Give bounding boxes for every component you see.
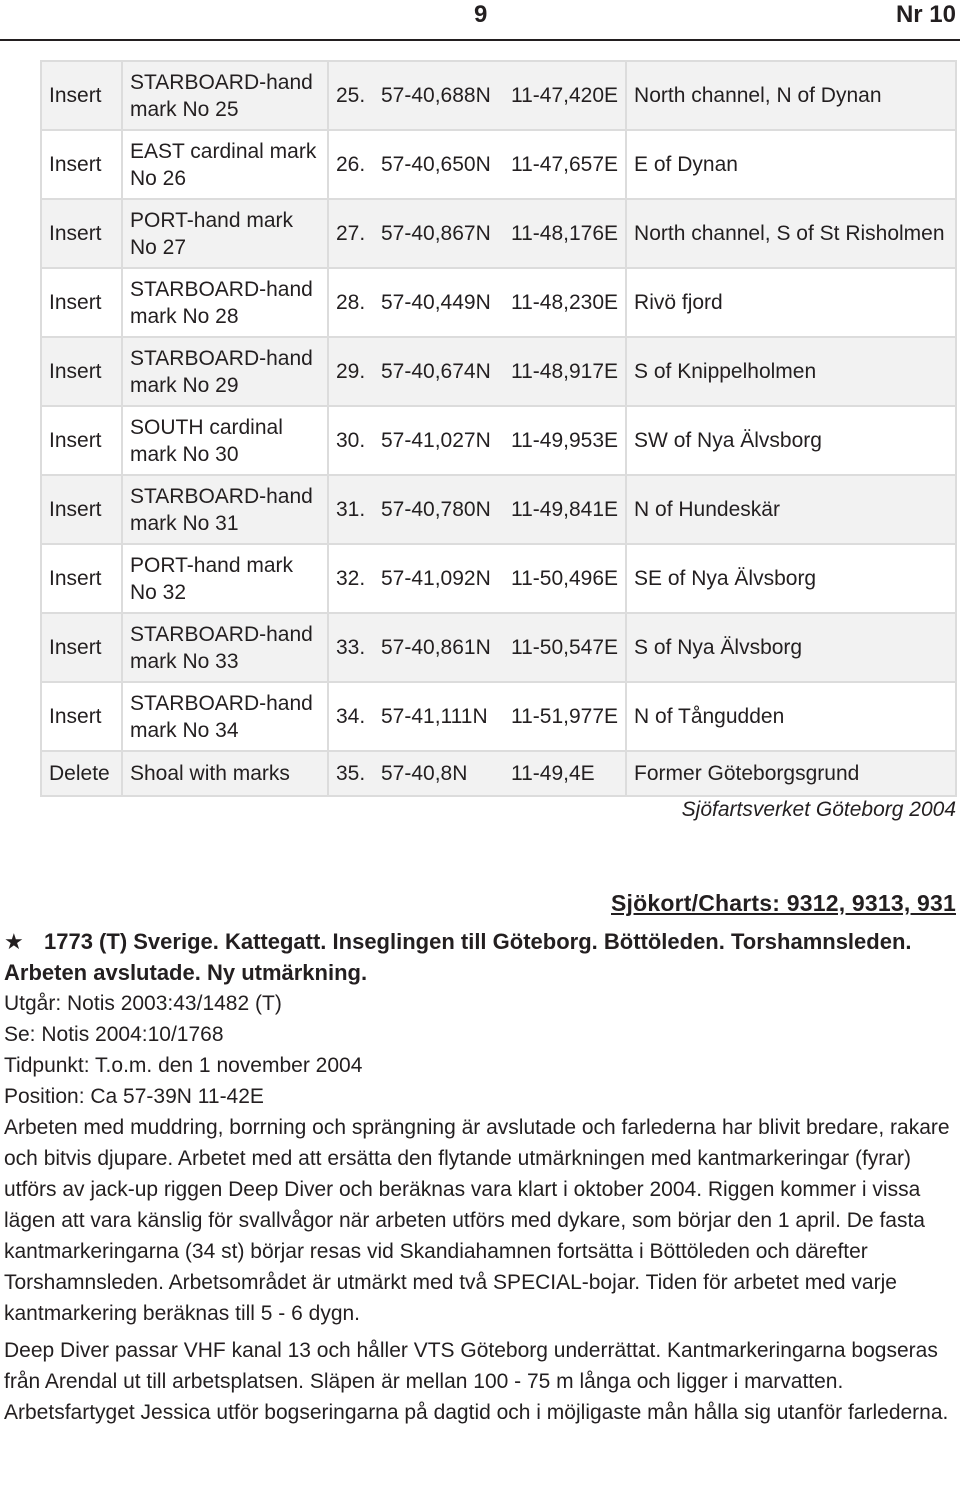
table-row [41,130,956,199]
row-position [328,406,626,475]
row-description: SW of Nya Älvsborg [626,406,956,475]
row-longitude: 11-48,230E [511,291,619,314]
row-latitude: 57-40,867N [381,222,491,245]
row-position [328,682,626,751]
row-longitude: 11-50,496E [511,567,619,590]
table-row [41,61,956,130]
row-mark-name: Shoal with marks [122,751,328,796]
table-row [41,475,956,544]
table-row [41,268,956,337]
row-latitude: 57-40,650N [381,153,491,176]
row-number: 32. [336,567,366,590]
row-latitude: 57-41,092N [381,567,491,590]
row-description: Former Göteborgsgrund [626,751,956,796]
row-number: 33. [336,636,366,659]
row-description: North channel, S of St Risholmen [626,199,956,268]
row-longitude: 11-49,953E [511,429,619,452]
row-number: 30. [336,429,366,452]
row-action: Insert [41,268,122,337]
page-number: 9 [474,1,488,28]
row-latitude: 57-41,111N [381,705,488,728]
notice-position: Position: Ca 57-39N 11-42E [4,1085,264,1108]
marks-table [40,60,957,797]
row-action: Delete [41,751,122,796]
row-mark-name: EAST cardinal mark No 26 [122,130,328,199]
row-action: Insert [41,337,122,406]
row-longitude: 11-50,547E [511,636,619,659]
table-row [41,337,956,406]
row-action: Insert [41,130,122,199]
row-action: Insert [41,61,122,130]
row-longitude: 11-47,420E [511,84,619,107]
row-description: E of Dynan [626,130,956,199]
star-icon: ★ [4,929,24,954]
row-number: 26. [336,153,366,176]
notice-body-1: Arbeten med muddring, borrning och sprängning är avslutade och farlederna har blivit bredare, rakare och bitvis djupare. Arbetet med att ersätta den flytande utmärkningen med kantmarkeringar (fyrar) utförs av jack-up riggen Deep Diver och beräknas vara klart i oktober 2004. Riggen kommer i vissa lägen att vara känslig för svallvågor när arbeten utförs med dykare, som börjar den 1 april. De fasta kantmarkeringarna (34 st) börjar resas vid Skandiahamnen fortsätta i Böttöleden och därefter Torshamnsleden. Arbetsområdet är utmärkt med två SPECIAL-bojar. Tiden för arbetet med varje kantmarkering beräknas till 5 - 6 dygn. [4,1116,950,1325]
row-number: 29. [336,360,366,383]
row-longitude: 11-48,917E [511,360,619,383]
notice-title [4,926,956,988]
row-number: 34. [336,705,366,728]
notice-body-2: Deep Diver passar VHF kanal 13 och håller VTS Göteborg underrättat. Kantmarkeringarna bogseras från Arendal ut till arbetsplatsen. Släpen är mellan 100 - 75 m långa och ligger i marvatten. Arbetsfartyget Jessica utför bogseringarna på dagtid och i möjligaste mån hålla sig utanför farlederna. [4,1339,949,1424]
row-description: N of Hundeskär [626,475,956,544]
row-action: Insert [41,406,122,475]
row-latitude: 57-40,674N [381,360,491,383]
row-longitude: 11-49,841E [511,498,619,521]
row-action: Insert [41,682,122,751]
row-action: Insert [41,544,122,613]
row-longitude: 11-49,4E [511,762,595,785]
row-latitude: 57-41,027N [381,429,491,452]
table-row [41,682,956,751]
table-row [41,751,956,796]
row-position [328,337,626,406]
row-mark-name: STARBOARD-hand mark No 31 [122,475,328,544]
row-action: Insert [41,475,122,544]
row-position [328,268,626,337]
issue-number: Nr 10 [895,1,956,28]
row-description: SE of Nya Älvsborg [626,544,956,613]
row-position [328,199,626,268]
row-latitude: 57-40,861N [381,636,491,659]
row-longitude: 11-48,176E [511,222,619,245]
notice-se: Se: Notis 2004:10/1768 [4,1023,224,1046]
row-longitude: 11-47,657E [511,153,619,176]
notice-1773 [4,926,956,1428]
row-position [328,130,626,199]
row-longitude: 11-51,977E [511,705,619,728]
row-mark-name: STARBOARD-hand mark No 28 [122,268,328,337]
notice-tidpunkt: Tidpunkt: T.o.m. den 1 november 2004 [4,1054,363,1077]
row-description: N of Tångudden [626,682,956,751]
table-row [41,613,956,682]
row-latitude: 57-40,8N [381,762,468,785]
row-number: 25. [336,84,366,107]
header-rule [0,39,960,41]
row-description: Rivö fjord [626,268,956,337]
row-description: S of Knippelholmen [626,337,956,406]
row-description: S of Nya Älvsborg [626,613,956,682]
row-latitude: 57-40,449N [381,291,491,314]
row-description: North channel, N of Dynan [626,61,956,130]
row-position [328,751,626,796]
row-mark-name: SOUTH cardinal mark No 30 [122,406,328,475]
row-mark-name: STARBOARD-hand mark No 29 [122,337,328,406]
row-number: 27. [336,222,366,245]
table-row [41,544,956,613]
row-action: Insert [41,613,122,682]
row-mark-name: STARBOARD-hand mark No 33 [122,613,328,682]
charts-reference: Sjökort/Charts: 9312, 9313, 931 [611,890,956,916]
row-mark-name: PORT-hand mark No 32 [122,544,328,613]
row-position [328,613,626,682]
row-mark-name: STARBOARD-hand mark No 34 [122,682,328,751]
source-credit: Sjöfartsverket Göteborg 2004 [681,798,956,821]
notice-utgar: Utgår: Notis 2003:43/1482 (T) [4,992,282,1015]
row-mark-name: STARBOARD-hand mark No 25 [122,61,328,130]
row-position [328,544,626,613]
row-position [328,475,626,544]
row-latitude: 57-40,688N [381,84,491,107]
table-row [41,199,956,268]
table-row [41,406,956,475]
row-action: Insert [41,199,122,268]
notice-title-text: 1773 (T) Sverige. Kattegatt. Inseglingen till Göteborg. Böttöleden. Torshamnsleden. Arbeten avslutade. Ny utmärkning. [4,929,912,985]
row-mark-name: PORT-hand mark No 27 [122,199,328,268]
row-latitude: 57-40,780N [381,498,491,521]
row-position [328,61,626,130]
row-number: 28. [336,291,366,314]
row-number: 35. [336,762,366,785]
row-number: 31. [336,498,366,521]
